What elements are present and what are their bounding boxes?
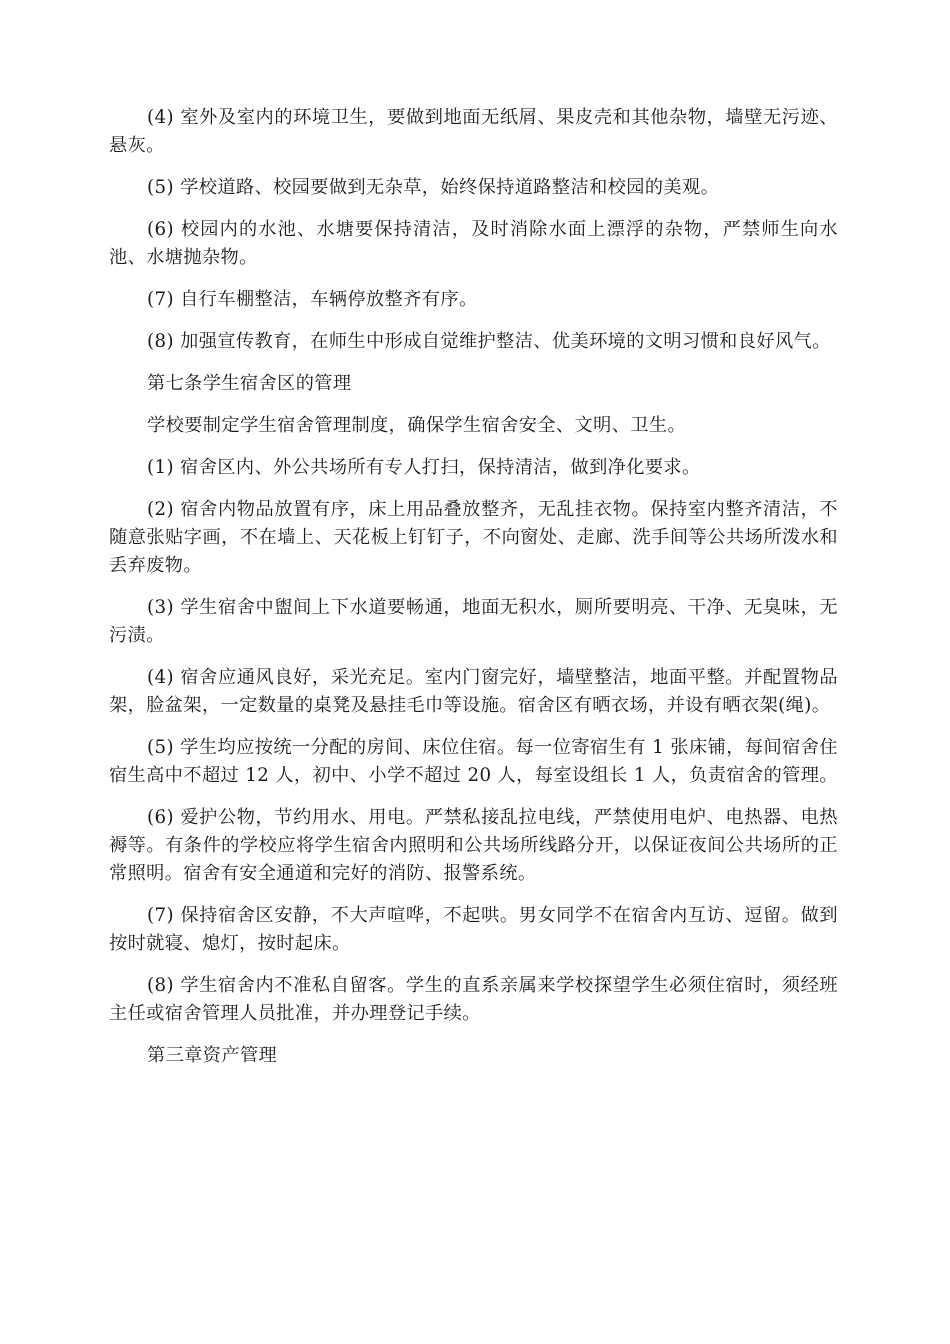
paragraph-item-8-education: (8) 加强宣传教育，在师生中形成自觉维护整洁、优美环境的文明习惯和良好风气。 [147,331,831,352]
chapter-heading-3: 第三章资产管理 [147,1045,278,1066]
paragraph-dorm-item-8: (8) 学生宿舍内不准私自留客。学生的直系亲属来学校探望学生必须住宿时，须经班主任或宿舍管理人员批准，并办理登记手续。 [109,975,838,1024]
paragraph-item-6-ponds: (6) 校园内的水池、水塘要保持清洁，及时消除水面上漂浮的杂物，严禁师生向水池、水塘抛杂物。 [109,219,838,268]
paragraph-dorm-item-7: (7) 保持宿舍区安静，不大声喧哗，不起哄。男女同学不在宿舍内互访、逗留。做到按时就寝、熄灯，按时起床。 [109,905,838,954]
paragraph-item-4-environment: (4) 室外及室内的环境卫生，要做到地面无纸屑、果皮壳和其他杂物，墙壁无污迹、悬灰。 [109,107,838,156]
paragraph-dorm-intro: 学校要制定学生宿舍管理制度，确保学生宿舍安全、文明、卫生。 [147,415,687,436]
paragraph-item-5-roads: (5) 学校道路、校园要做到无杂草，始终保持道路整洁和校园的美观。 [147,177,720,198]
paragraph-dorm-item-1: (1) 宿舍区内、外公共场所有专人打扫，保持清洁，做到净化要求。 [147,457,701,478]
paragraph-dorm-item-2: (2) 宿舍内物品放置有序，床上用品叠放整齐，无乱挂衣物。保持室内整齐清洁，不随意张贴字画，不在墙上、天花板上钉钉子，不向窗处、走廊、洗手间等公共场所泼水和丢弃废物。 [109,499,838,576]
paragraph-dorm-item-5: (5) 学生均应按统一分配的房间、床位住宿。每一位寄宿生有 1 张床铺，每间宿舍住宿生高中不超过 12 人，初中、小学不超过 20 人，每室设组长 1 人，负责宿舍的管理。 [109,737,838,786]
section-heading-article-7: 第七条学生宿舍区的管理 [147,373,352,394]
paragraph-dorm-item-3: (3) 学生宿舍中盥间上下水道要畅通，地面无积水，厕所要明亮、干净、无臭味，无污渍。 [109,597,838,646]
paragraph-dorm-item-4: (4) 宿舍应通风良好，采光充足。室内门窗完好，墙壁整洁，地面平整。并配置物品架，脸盆架，一定数量的桌凳及悬挂毛巾等设施。宿舍区有晒衣场，并设有晒衣架(绳)。 [109,667,838,716]
paragraph-dorm-item-6: (6) 爱护公物，节约用水、用电。严禁私接乱拉电线，严禁使用电炉、电热器、电热褥等。有条件的学校应将学生宿舍内照明和公共场所线路分开，以保证夜间公共场所的正常照明。宿舍有安全通道和完好的消防、报警系统。 [109,807,838,884]
paragraph-item-7-bike-shed: (7) 自行车棚整洁，车辆停放整齐有序。 [147,289,478,310]
